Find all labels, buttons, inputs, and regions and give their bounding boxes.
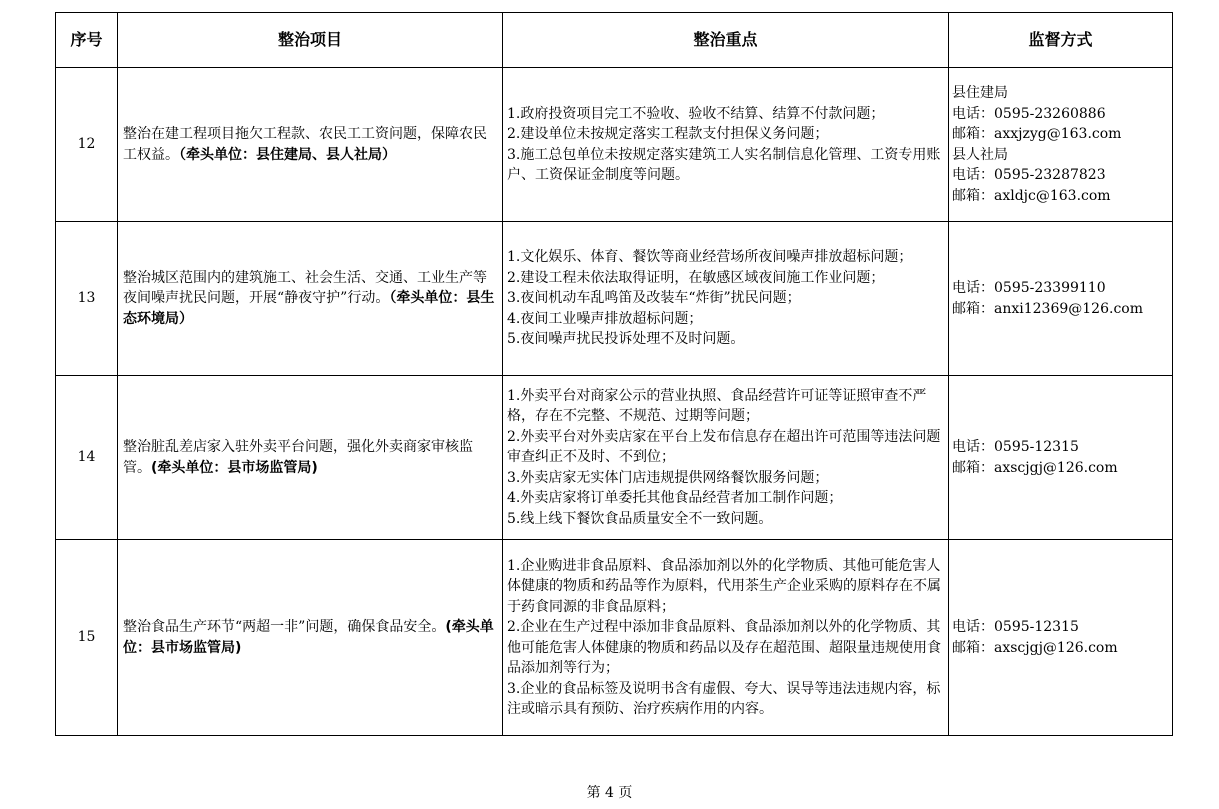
- focus-point: 1.企业购进非食品原料、食品添加剂以外的化学物质、其他可能危害人体健康的物质和药品等作为原料，代用茶生产企业采购的原料存在不属于药食同源的非食品原料；: [507, 557, 941, 615]
- focus-point: 3.施工总包单位未按规定落实建筑工人实名制信息化管理、工资专用账户、工资保证金制度等问题。: [507, 146, 941, 183]
- focus-point: 2.外卖平台对外卖店家在平台上发布信息存在超出许可范围等违法问题审查纠正不及时、不到位；: [507, 428, 941, 466]
- table-row: [56, 540, 1173, 736]
- supervision-email: 邮箱：axxjzyg@163.com: [952, 126, 1122, 142]
- item-text: 整治食品生产环节“两超一非”问题，确保食品安全。: [123, 619, 446, 635]
- row-number: 15: [56, 540, 118, 736]
- lead-unit: (牵头单位：县市场监管局): [151, 459, 318, 476]
- focus-point: 3.企业的食品标签及说明书含有虚假、夸大、误导等违法违规内容，标注或暗示具有预防、治疗疾病作用的内容。: [507, 680, 941, 717]
- supervision-phone: 电话：0595-12315: [952, 619, 1079, 635]
- focus-point: 3.夜间机动车乱鸣笛及改装车“炸街”扰民问题；: [507, 290, 801, 307]
- item-text: 整治脏乱差店家入驻外卖平台问题，强化外卖商家审核监管。: [123, 439, 473, 476]
- row-number: 12: [56, 68, 118, 222]
- focus-point: 5.线上线下餐饮食品质量安全不一致问题。: [507, 510, 773, 527]
- focus-point: 4.夜间工业噪声排放超标问题；: [507, 310, 703, 327]
- supervision-phone: 电话：0595-23399110: [952, 280, 1106, 296]
- focus-point: 3.外卖店家无实体门店违规提供网络餐饮服务问题；: [507, 469, 829, 486]
- table-row: [56, 376, 1173, 540]
- lead-unit: （牵头单位：县住建局、县人社局）: [179, 146, 396, 163]
- focus-point: 2.建设工程未依法取得证明，在敏感区域夜间施工作业问题；: [507, 269, 885, 286]
- item-cell: [118, 222, 503, 376]
- row-number: 13: [56, 222, 118, 376]
- item-text: 整治城区范围内的建筑施工、社会生活、交通、工业生产等夜间噪声扰民问题，开展“静夜守护”行动。: [123, 269, 487, 307]
- focus-point: 1.文化娱乐、体育、餐饮等商业经营场所夜间噪声排放超标问题；: [507, 249, 913, 266]
- focus-point: 1.政府投资项目完工不验收、验收不结算、结算不付款问题；: [507, 105, 885, 122]
- supervision-unit: 县人社局: [952, 146, 1008, 163]
- item-cell: [118, 376, 503, 540]
- row-number: 14: [56, 376, 118, 540]
- supervision-email: 邮箱：anxi12369@126.com: [952, 300, 1143, 317]
- supervision-unit: 县住建局: [952, 85, 1008, 101]
- supervision-cell: [949, 68, 1173, 222]
- supervision-phone: 电话：0595-23287823: [952, 167, 1106, 183]
- header-no: 序号: [56, 13, 118, 68]
- focus-cell: [503, 540, 949, 736]
- focus-cell: [503, 68, 949, 222]
- focus-cell: [503, 222, 949, 376]
- focus-cell: [503, 376, 949, 540]
- supervision-cell: [949, 376, 1173, 540]
- header-row: [56, 13, 1173, 68]
- header-supervision: 监督方式: [949, 13, 1173, 68]
- item-cell: [118, 68, 503, 222]
- supervision-cell: [949, 222, 1173, 376]
- page-number: 第 4 页: [586, 785, 633, 801]
- focus-point: 5.夜间噪声扰民投诉处理不及时问题。: [507, 331, 745, 348]
- rectification-table: [55, 12, 1173, 736]
- lead-unit: （牵头单位：县生态环境局）: [123, 290, 495, 327]
- header-item: 整治项目: [118, 13, 503, 68]
- focus-point: 2.企业在生产过程中添加非食品原料、食品添加剂以外的化学物质、其他可能危害人体健康的物质和药品以及存在超范围、超限量违规使用食品添加剂等行为；: [507, 619, 941, 676]
- focus-point: 1.外卖平台对商家公示的营业执照、食品经营许可证等证照审查不严格，存在不完整、不规范、过期等问题；: [507, 387, 927, 425]
- focus-point: 2.建设单位未按规定落实工程款支付担保义务问题；: [507, 126, 829, 142]
- focus-point: 4.外卖店家将订单委托其他食品经营者加工制作问题；: [507, 490, 843, 507]
- supervision-email: 邮箱：axscjgj@126.com: [952, 639, 1118, 656]
- item-text: 整治在建工程项目拖欠工程款、农民工工资问题，保障农民工权益。: [123, 126, 487, 163]
- supervision-phone: 电话：0595-23260886: [952, 105, 1106, 122]
- supervision-email: 邮箱：axscjgj@126.com: [952, 459, 1118, 476]
- table-row: [56, 222, 1173, 376]
- lead-unit: (牵头单位：县市场监管局): [123, 619, 494, 656]
- header-focus: 整治重点: [503, 13, 949, 68]
- supervision-cell: [949, 540, 1173, 736]
- supervision-phone: 电话：0595-12315: [952, 439, 1079, 455]
- table-row: [56, 68, 1173, 222]
- item-cell: [118, 540, 503, 736]
- supervision-email: 邮箱：axldjc@163.com: [952, 187, 1111, 204]
